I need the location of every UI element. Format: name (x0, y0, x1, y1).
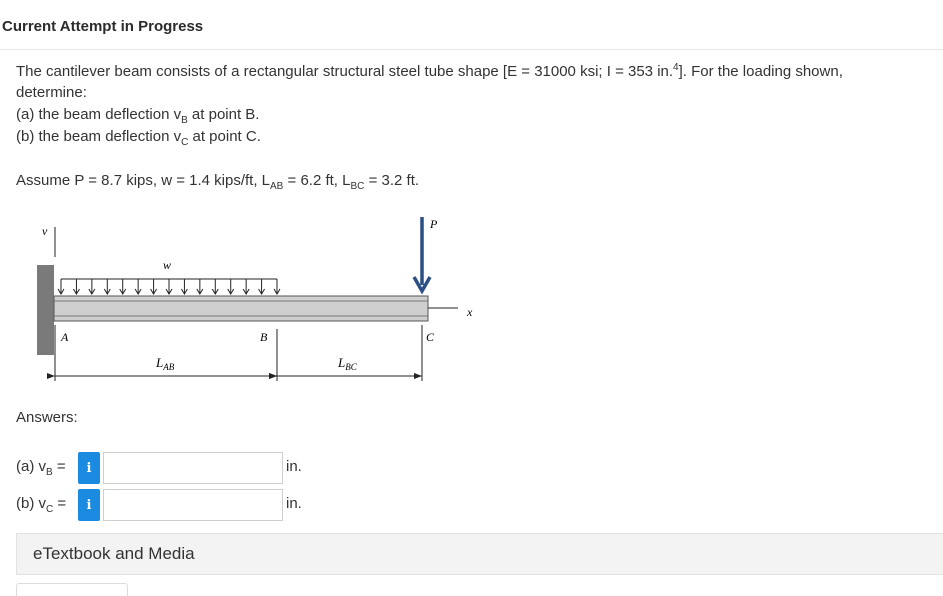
answer-a-label: (a) $v_B$ = (16, 458, 66, 478)
answer-b-label: (b) $v_C$ = (16, 495, 67, 515)
beam-diagram (0, 205, 520, 390)
problem-line-2: determine: (16, 84, 87, 101)
page-header (0, 0, 943, 50)
etextbook-media-label: eTextbook and Media (33, 544, 195, 563)
x-axis-label: x (467, 305, 473, 319)
distributed-load-arrows (58, 279, 280, 294)
fixed-wall-support (37, 265, 54, 355)
answers-heading: Answers: (16, 409, 78, 426)
problem-assumptions: Assume P = 8.7 kips, w = 1.4 kips/ft, $L_{AB} = 6.2$ ft, $L_{BC} = 3.2$ ft. (16, 172, 420, 192)
answer-a-unit: in. (286, 458, 302, 475)
answer-a-input[interactable] (103, 452, 283, 484)
point-c-label: C (426, 330, 435, 344)
answer-b-input[interactable] (103, 489, 283, 521)
answer-b-unit: in. (286, 495, 302, 512)
info-icon: i (86, 460, 92, 476)
answer-b-info-button[interactable] (78, 489, 100, 521)
problem-part-b: (b) the beam deflection $v_C$ at point C. (16, 128, 261, 148)
answer-row-a (16, 452, 316, 484)
answer-row-b (16, 489, 316, 521)
problem-part-a: (a) the beam deflection $v_B$ at point B. (16, 106, 260, 126)
distributed-load-label: w (163, 258, 172, 272)
point-a-label: A (61, 330, 69, 344)
info-icon: i (86, 497, 92, 513)
etextbook-media-panel[interactable] (16, 533, 943, 575)
v-axis-label: v (42, 224, 48, 238)
length-bc-label: $L_{BC}$ (338, 355, 357, 372)
bottom-tab[interactable] (16, 583, 128, 596)
length-ab-label: $L_{AB}$ (156, 355, 175, 372)
cantilever-beam (54, 296, 428, 321)
page-title: Current Attempt in Progress (2, 18, 204, 35)
point-load-label: P (430, 217, 438, 231)
problem-line-1: The cantilever beam consists of a rectangular structural steel tube shape [E = 31000 ksi; I = 353 in.$^4$]. For the loading shown, (16, 62, 843, 80)
answer-a-info-button[interactable] (78, 452, 100, 484)
point-b-label: B (260, 330, 268, 344)
